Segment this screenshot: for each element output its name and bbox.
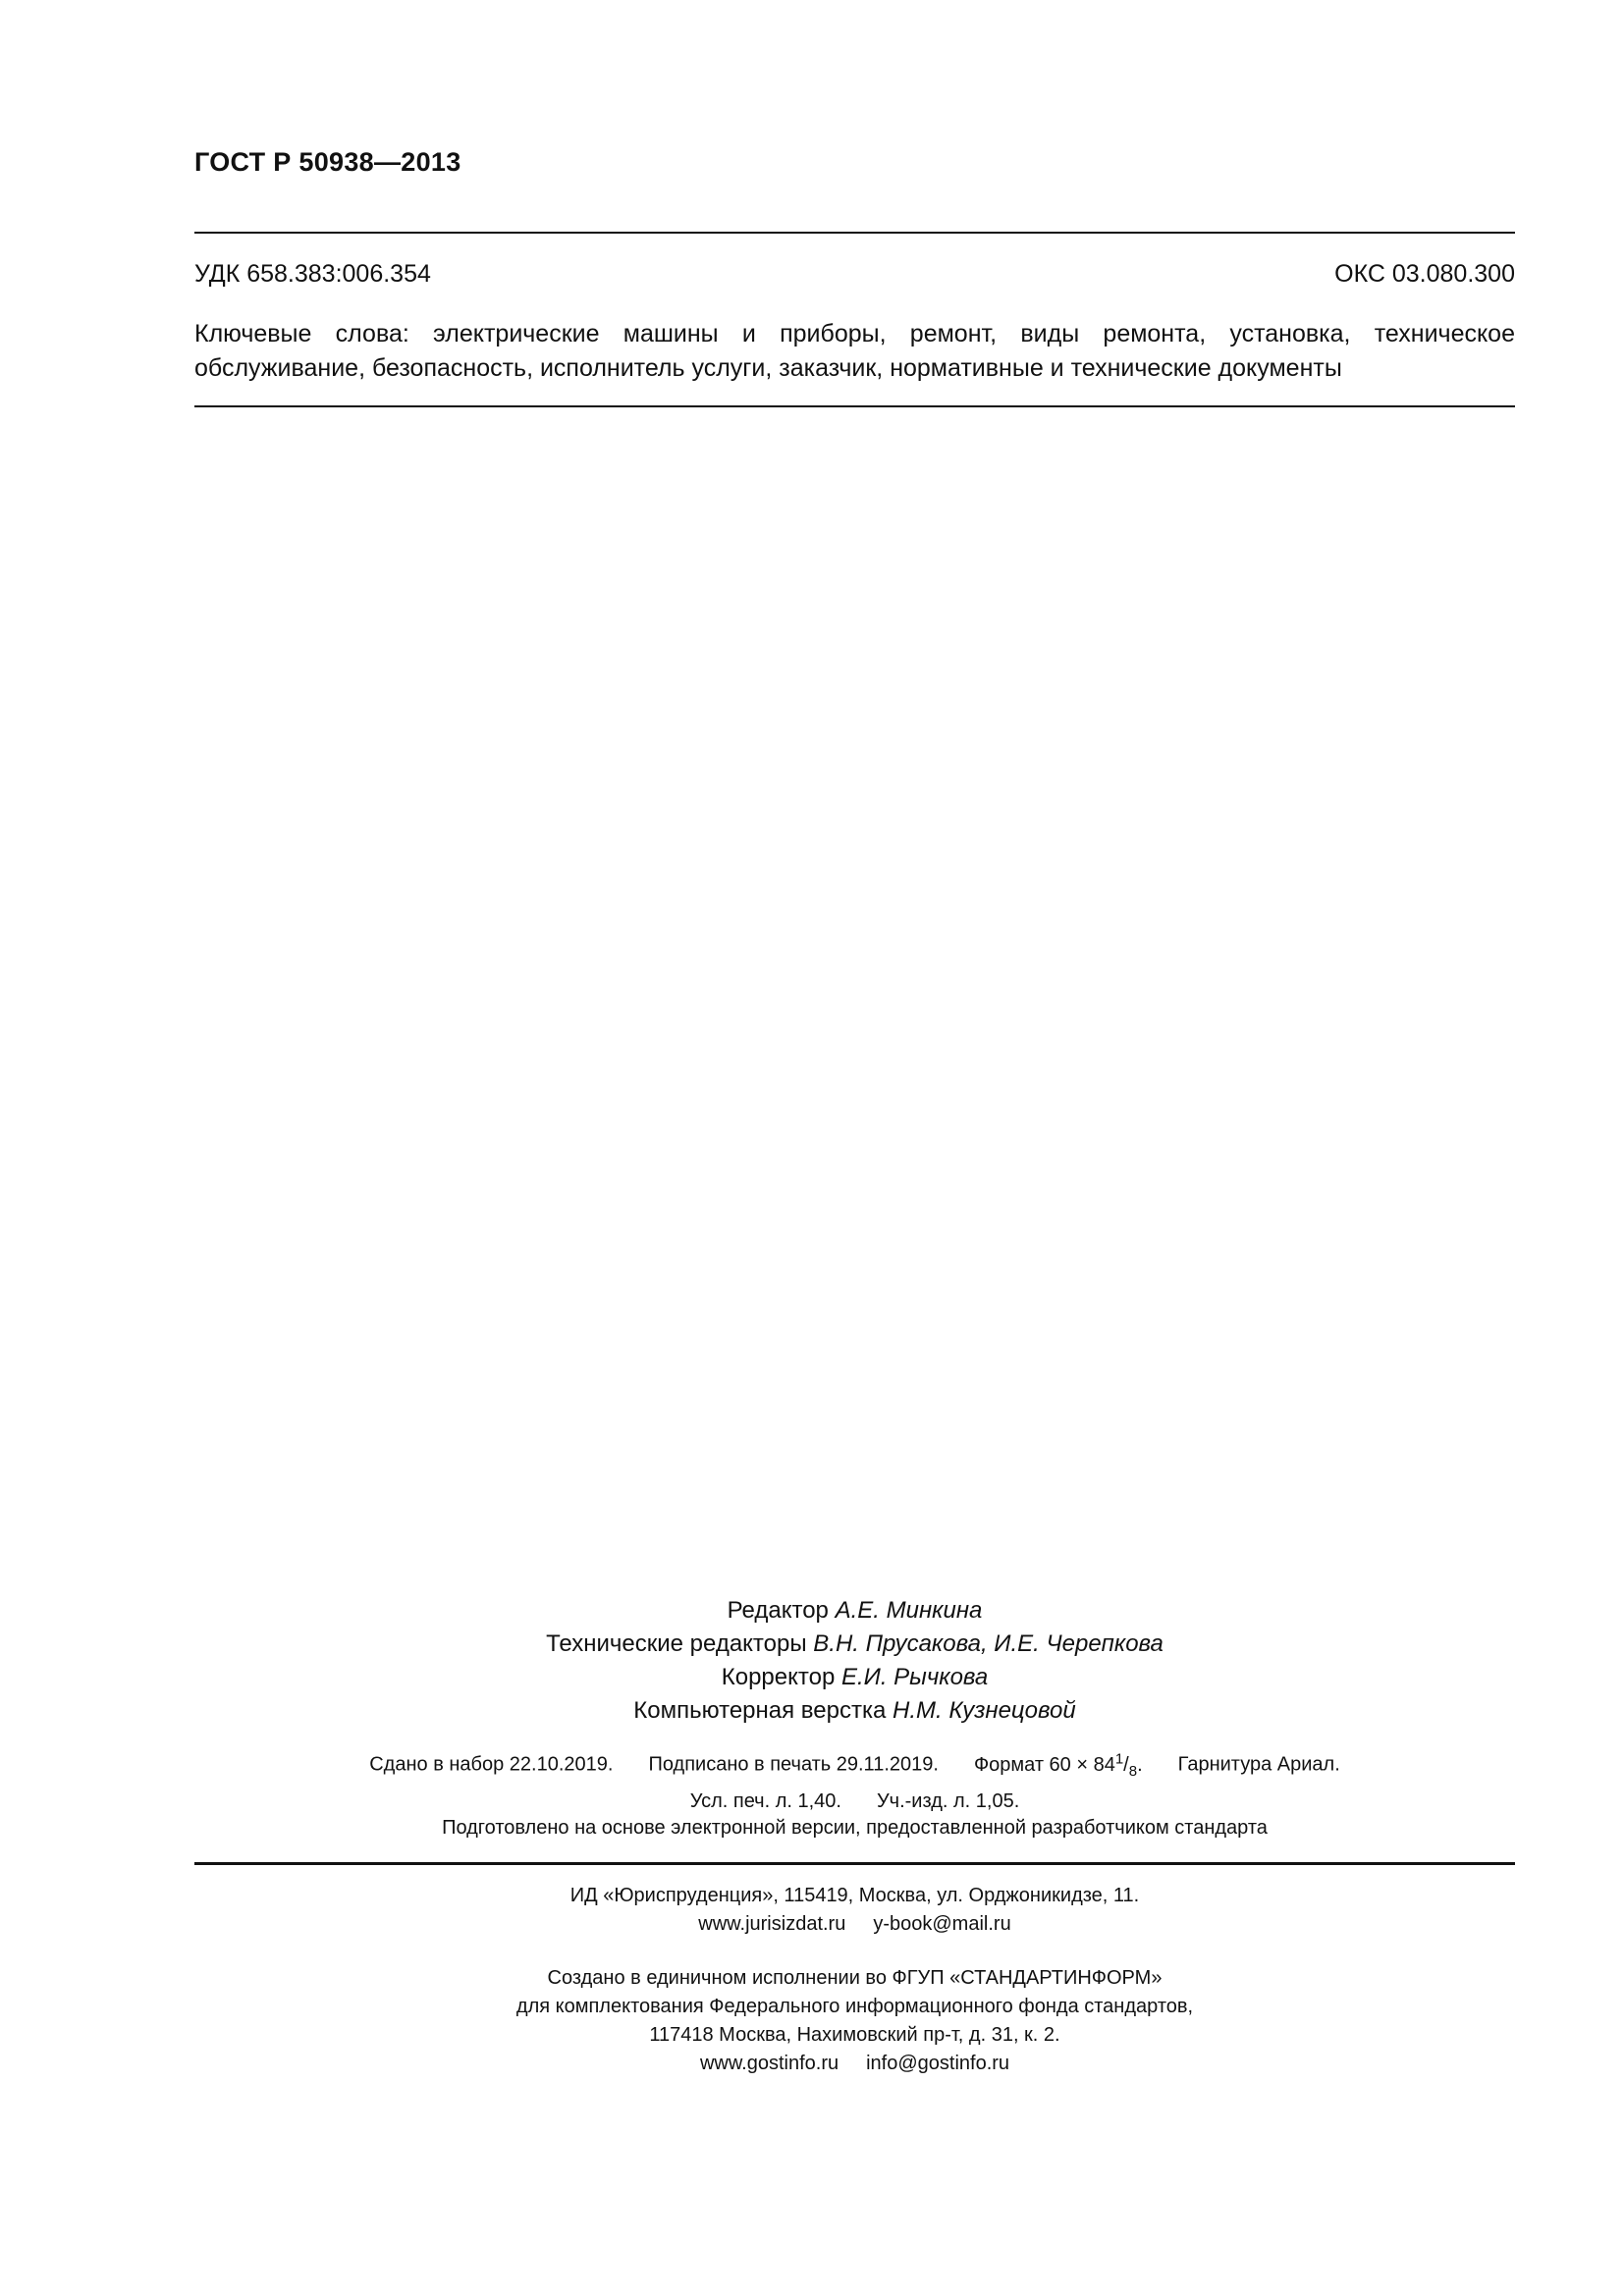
creator-website: www.gostinfo.ru [699,2053,839,2074]
credits-block [194,1594,1515,1728]
credit-role: Редактор [727,1597,829,1624]
credit-technical-editors [194,1628,1515,1661]
print-info-block [194,1743,1515,1817]
document-number: ГОСТ Р 50938—2013 [194,147,461,177]
credit-editor [194,1594,1515,1628]
creator-line-1: Создано в единичном исполнении во ФГУП «СТАНДАРТИНФОРМ» [547,1967,1163,1989]
publisher-links [194,1910,1515,1939]
keywords-paragraph: Ключевые слова: электрические машины и приборы, ремонт, виды ремонта, установка, техническое обслуживание, безопасность, исполнитель услуги, заказчик, нормативные и технические документы [194,320,1515,382]
prepared-note: Подготовлено на основе электронной версии, предоставленной разработчиком стандарта [442,1817,1268,1839]
credit-name: В.Н. Прусакова, И.Е. Черепкова [813,1630,1164,1657]
credit-role: Компьютерная верстка [633,1697,887,1724]
print-info-line-2 [194,1787,1515,1817]
credit-name: Н.М. Кузнецовой [893,1697,1076,1724]
creator-email: info@gostinfo.ru [866,2053,1010,2074]
creator-links [194,2050,1515,2078]
publisher-website: www.jurisizdat.ru [698,1913,846,1935]
credit-layout [194,1694,1515,1728]
creator-line-3: 117418 Москва, Нахимовский пр-т, д. 31, к. 2. [649,2024,1060,2046]
keywords-divider [194,405,1515,407]
print-info-line-1 [194,1743,1515,1787]
creator-line-2: для комплектования Федерального информационного фонда стандартов, [515,1996,1194,2017]
submitted-date: Сдано в набор 22.10.2019. [369,1753,614,1776]
publisher-block [194,1882,1515,1939]
publisher-divider [194,1862,1515,1865]
oks-code: ОКС 03.080.300 [1334,260,1515,288]
udc-code: УДК 658.383:006.354 [194,260,431,288]
credit-name: А.Е. Минкина [835,1597,983,1624]
typeface: Гарнитура Ариал. [1177,1753,1340,1776]
publisher-email: y-book@mail.ru [873,1913,1011,1935]
credit-name: Е.И. Рычкова [840,1664,989,1690]
top-divider [194,232,1515,234]
credit-role: Корректор [721,1664,836,1690]
signed-date: Подписано в печать 29.11.2019. [648,1753,939,1776]
credit-role: Технические редакторы [546,1630,807,1657]
paper-format: Формат $60 \times 84^1/_8$. [973,1750,1143,1780]
credit-proofreader [194,1661,1515,1694]
creator-block [194,1964,1515,2078]
print-sheets: Усл. печ. л. 1,40. [689,1789,841,1812]
publisher-sheets: Уч.-изд. л. 1,05. [876,1789,1020,1812]
publisher-address: ИД «Юриспруденция», 115419, Москва, ул. Орджоникидзе, 11. [569,1885,1140,1906]
